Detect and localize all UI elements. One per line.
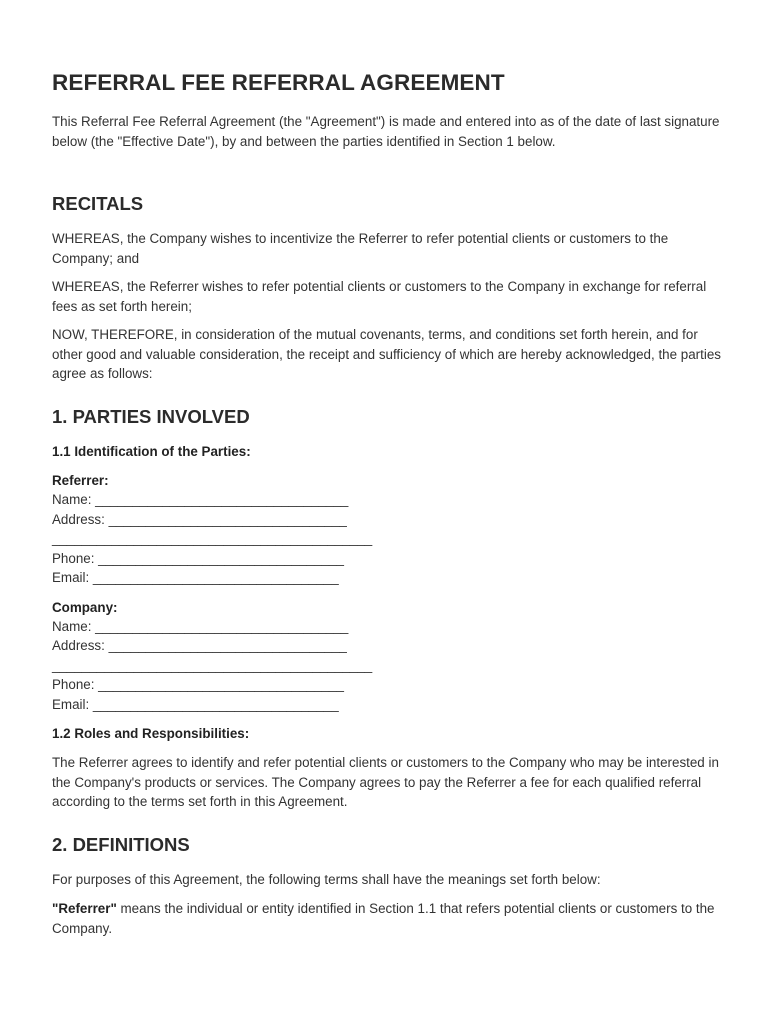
section-2-heading: 2. DEFINITIONS <box>52 834 190 855</box>
definition-term: "Referrer" <box>52 901 117 916</box>
recital-paragraph-3: NOW, THEREFORE, in consideration of the mutual covenants, terms, and conditions set forth herein, and for other good and valuable consideration, the receipt and sufficiency of which are hereby acknowledged, the parties agree as follows: <box>52 327 721 381</box>
recital-paragraph-1: WHEREAS, the Company wishes to incentivize the Referrer to refer potential clients or customers to the Company; and <box>52 231 669 266</box>
referrer-phone-field: Phone: _________________________________ <box>52 551 344 566</box>
recitals-heading: RECITALS <box>52 193 144 214</box>
referrer-address-blank-line: ___________________________________________ <box>52 531 373 546</box>
company-email-field: Email: _________________________________ <box>52 697 339 712</box>
intro-paragraph: This Referral Fee Referral Agreement (the "Agreement") is made and entered into as of the date of last signature below (the "Effective Date"), by and between the parties identified in Section 1 below. <box>52 114 720 149</box>
subsection-1-2-heading: 1.2 Roles and Responsibilities: <box>52 726 250 741</box>
referrer-address-field: Address: ________________________________ <box>52 512 347 527</box>
definition-referrer <box>52 899 722 938</box>
referrer-name-field: Name: __________________________________ <box>52 492 349 507</box>
section-1-heading: 1. PARTIES INVOLVED <box>52 406 250 427</box>
referrer-email-field: Email: _________________________________ <box>52 570 339 585</box>
definition-text: means the individual or entity identified in Section 1.1 that refers potential clients or customers to the Company. <box>52 901 715 936</box>
company-label: Company: <box>52 600 118 615</box>
definitions-intro: For purposes of this Agreement, the following terms shall have the meanings set forth below: <box>52 872 601 887</box>
subsection-1-1-heading: 1.1 Identification of the Parties: <box>52 444 251 459</box>
referrer-label: Referrer: <box>52 473 109 488</box>
recital-paragraph-2: WHEREAS, the Referrer wishes to refer potential clients or customers to the Company in exchange for referral fees as set forth herein; <box>52 279 707 314</box>
company-address-blank-line: ___________________________________________ <box>52 658 373 673</box>
company-name-field: Name: __________________________________ <box>52 619 349 634</box>
company-phone-field: Phone: _________________________________ <box>52 677 344 692</box>
roles-paragraph: The Referrer agrees to identify and refer potential clients or customers to the Company who may be interested in the Company's products or services. The Company agrees to pay the Referrer a fee for each qualified referral according to the terms set forth in this Agreement. <box>52 755 719 809</box>
document-title: REFERRAL FEE REFERRAL AGREEMENT <box>52 70 505 95</box>
company-address-field: Address: ________________________________ <box>52 638 347 653</box>
